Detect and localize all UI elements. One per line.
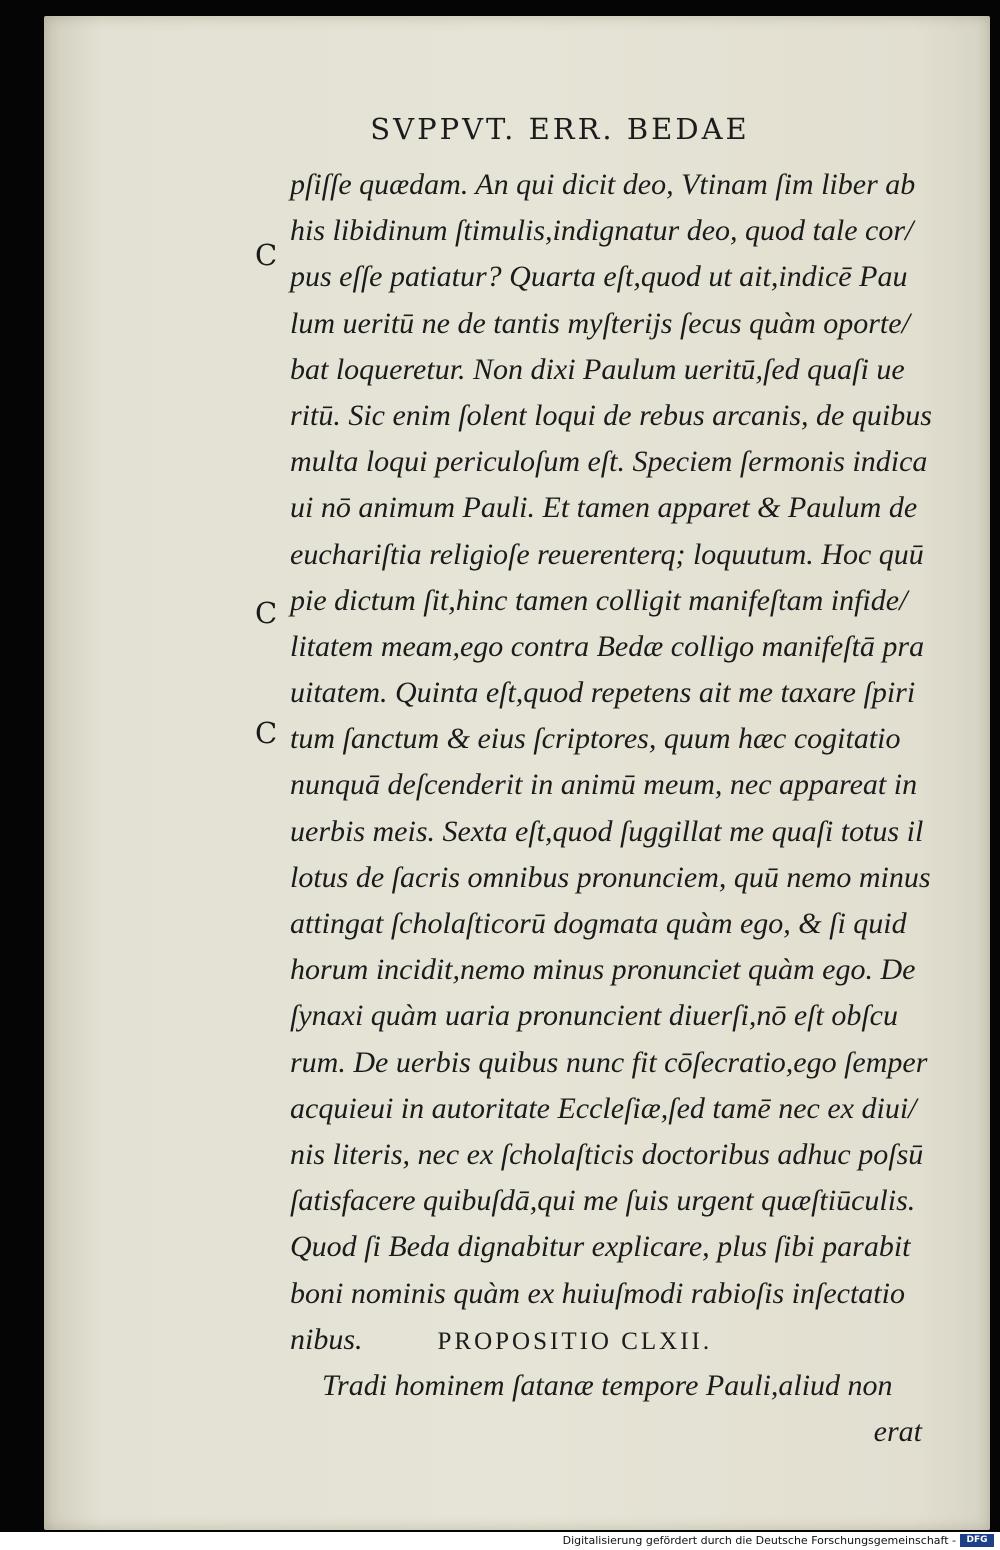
dfg-logo-icon: DFG <box>960 1534 994 1547</box>
marginal-letter: C <box>255 238 278 272</box>
text-line: uitatem. Quinta eſt,quod repetens ait me taxare ſpiri <box>290 676 916 710</box>
text-line: multa loqui periculoſum eſt. Speciem ſermonis indica <box>290 445 928 479</box>
text-line: ritū. Sic enim ſolent loqui de rebus arcanis, de quibus <box>290 398 932 432</box>
text-line: nis literis, nec ex ſcholaſticis doctoribus adhuc poſsū <box>290 1137 924 1171</box>
heading-line-lead: nibus. <box>290 1322 363 1356</box>
text-line: horum incidit,nemo minus pronunciet quàm ego. De <box>290 953 916 987</box>
text-line: euchariſtia religioſe reuerenterq; loquutum. Hoc quū <box>290 537 924 571</box>
marginal-letter: C <box>255 716 278 750</box>
section-heading-line <box>290 1317 940 1363</box>
text-line: bat loqueretur. Non dixi Paulum ueritū,ſed quaſi ue <box>290 352 905 386</box>
text-line: Tradi hominem ſatanæ tempore Pauli,aliud non <box>322 1368 893 1402</box>
funding-credit: Digitalisierung gefördert durch die Deutsche Forschungsgemeinschaft - <box>562 1534 956 1547</box>
running-header <box>230 112 890 152</box>
text-line: ſynaxi quàm uaria pronuncient diuerſi,nō eſt obſcu <box>290 999 898 1033</box>
text-line: lum ueritū ne de tantis myſterijs ſecus quàm oporte/ <box>290 306 910 340</box>
proposition-heading: PROPOSITIO CLXII. <box>437 1327 713 1355</box>
text-line: acquieui in autoritate Eccleſiæ,ſed tamē nec ex diui/ <box>290 1091 917 1125</box>
marginal-letter: C <box>255 596 278 630</box>
text-line: nunquā deſcenderit in animū meum, nec appareat in <box>290 768 918 802</box>
catchword: erat <box>873 1415 922 1449</box>
text-line: pie dictum ſit,hinc tamen colligit manifeſtam infide/ <box>290 583 908 617</box>
footer-bar <box>0 1532 1000 1550</box>
text-block <box>290 162 940 1455</box>
text-line: uerbis meis. Sexta eſt,quod ſuggillat me quaſi totus il <box>290 814 924 848</box>
text-line: boni nominis quàm ex huiuſmodi rabioſis inſectatio <box>290 1276 905 1310</box>
text-line: tum ſanctum & eius ſcriptores, quum hæc cogitatio <box>290 722 901 756</box>
text-line: Quod ſi Beda dignabitur explicare, plus ſibi parabit <box>290 1230 911 1264</box>
text-line: his libidinum ſtimulis,indignatur deo, quod tale cor/ <box>290 214 914 248</box>
text-line: ui nō animum Pauli. Et tamen apparet & Paulum de <box>290 491 918 525</box>
text-line: lotus de ſacris omnibus pronunciem, quū nemo minus <box>290 860 931 894</box>
text-line: attingat ſcholaſticorū dogmata quàm ego, & ſi quid <box>290 907 907 940</box>
text-line: litatem meam,ego contra Bedæ colligo manifeſtā pra <box>290 629 925 663</box>
text-line: rum. De uerbis quibus nunc fit cōſecratio,ego ſemper <box>290 1045 928 1079</box>
text-line: ſatisfacere quibuſdā,qui me ſuis urgent quæſtiūculis. <box>290 1184 916 1218</box>
running-head-title: SVPPVT. ERR. BEDAE <box>370 112 750 146</box>
text-line: pſiſſe quædam. An qui dicit deo, Vtinam ſim liber ab <box>290 168 916 201</box>
text-line: pus eſſe patiatur? Quarta eſt,quod ut ait,indicē Pau <box>290 260 908 294</box>
